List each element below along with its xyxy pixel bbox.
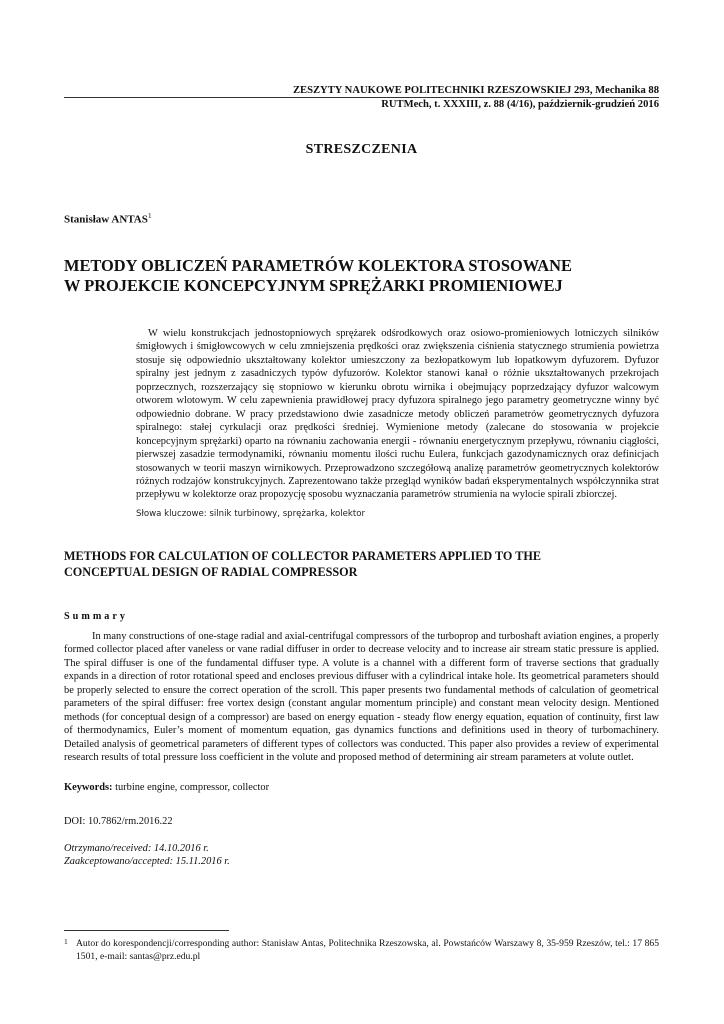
footnote xyxy=(64,937,659,963)
keywords-en-label: Keywords: xyxy=(64,782,113,793)
paper-title-pl-line1: METODY OBLICZEŃ PARAMETRÓW KOLEKTORA STOSOWANE xyxy=(64,256,572,275)
keywords-en-value: turbine engine, compressor, collector xyxy=(112,782,270,793)
journal-header-line2: RUTMech, t. XXXIII, z. 88 (4/16), październik-grudzień 2016 xyxy=(381,99,659,110)
footnote-divider xyxy=(64,930,229,931)
journal-header-line1: ZESZYTY NAUKOWE POLITECHNIKI RZESZOWSKIEJ 293, Mechanika 88 xyxy=(292,85,659,96)
paper-title-en-line2: CONCEPTUAL DESIGN OF RADIAL COMPRESSOR xyxy=(64,564,358,579)
paper-title-en xyxy=(64,549,659,580)
summary-heading: Summary xyxy=(64,611,129,622)
dates xyxy=(64,842,230,868)
summary-text: In many constructions of one-stage radial and axial-centrifugal compressors of the turboprop and turboshaft aviation engines, a properly formed collector placed after vaneless or vane radial diffuser in order to decrease velocity and to increase air stream static pressure is applied. The spiral diffuser is one of the fundamental diffuser type. A volute is a channel with a different form of traverse sections that gradually expands in a direction of rotor rotational speed and encloses previous diffuser with a cylindrical intake hole. Its geometrical parameters should be properly selected to ensure the correct operation of the scroll. This paper presents two fundamental methods of calculation of geometrical parameters of the spiral diffuser: free vortex design (constant angular momentum principle) and constant mean velocity design. Mentioned methods (for conceptual design of a compressor) are based on energy equation - steady flow energy equation, equation of continuity, first law of thermodynamics, Euler’s moment of momentum equation, gas dynamics functions and definitions used in theory of turbomachinery. Detailed analysis of geometrical parameters of different types of collectors was conducted. This paper also provides a review of experimental research results of total pressure loss coefficient in the volute and proposed method of determining air stream parameters at volute outlet. xyxy=(64,631,659,764)
doi: DOI: 10.7862/rm.2016.22 xyxy=(64,816,173,827)
author-footnote-mark: 1 xyxy=(147,211,152,220)
accepted-date: Zaakceptowano/accepted: 15.11.2016 r. xyxy=(64,856,230,867)
header-divider xyxy=(64,97,659,98)
received-date: Otrzymano/received: 14.10.2016 r. xyxy=(64,843,209,854)
author-name: Stanisław ANTAS xyxy=(64,213,148,226)
footnote-text: Autor do korespondencji/corresponding author: Stanisław Antas, Politechnika Rzeszowska, al. Powstańców Warszawy 8, 35-959 Rzeszów, tel.: 17 865 1501, e-mail: santas@prz.edu.pl xyxy=(76,938,659,962)
journal-header xyxy=(64,84,659,112)
footnote-mark: 1 xyxy=(64,937,68,946)
keywords-en xyxy=(64,782,269,793)
paper-title-pl-line2: W PROJEKCIE KONCEPCYJNYM SPRĘŻARKI PROMIENIOWEJ xyxy=(64,276,563,295)
paper-title-pl xyxy=(64,256,659,296)
section-title: STRESZCZENIA xyxy=(305,142,418,157)
paper-title-en-line1: METHODS FOR CALCULATION OF COLLECTOR PARAMETERS APPLIED TO THE xyxy=(64,549,541,563)
abstract-pl: W wielu konstrukcjach jednostopniowych sprężarek odśrodkowych oraz osiowo-promieniowych lotniczych silników śmigłowych i śmigłowcowych w celu zmniejszenia prędkości oraz zwiększenia ciśnienia statycznego strumienia powietrza stosuje się odpowiednio ukształtowany kolektor umieszczony za bezłopatkowym lub łopatkowym dyfuzorem. Dyfuzor spiralny jest jednym z zasadniczych typów dyfuzorów. Kolektor stanowi kanał o różnie ukształtowanych przekrojach poprzecznych, rozszerzający się stopniowo w kierunku obrotu wirnika i obejmujący poprzedzający dyfuzor walcowym otworem wlotowym. W celu zapewnienia prawidłowej pracy dyfuzora spiralnego jego parametry geometryczne winny być odpowiednio dobrane. W pracy przedstawiono dwie zasadnicze metody obliczeń parametrów geometrycznych dyfuzora spiralnego: stałej cyrkulacji oraz prędkości średniej. Wymienione metody (zalecane do stosowania w projekcie koncepcyjnym sprężarki) oparto na równaniu zachowania energii - równaniu energetycznym przepływu, równaniu ciągłości, pierwszej zasadzie termodynamiki, równaniu momentu ilości ruchu Eulera, funkcjach gazodynamicznych oraz definicjach stosowanych w teorii maszyn wirnikowych. Przeprowadzono szczegółową analizę parametrów geometrycznych kolektorów różnych rodzajów konstrukcyjnych. Zaprezentowano także przegląd wyników badań eksperymentalnych współczynnika strat przepływu w kolektorze oraz propozycję sposobu wyznaczania parametrów strumienia na wylocie spirali zbiorczej. xyxy=(136,328,659,501)
author xyxy=(64,211,152,226)
keywords-pl: Słowa kluczowe: silnik turbinowy, sprężarka, kolektor xyxy=(136,509,366,519)
